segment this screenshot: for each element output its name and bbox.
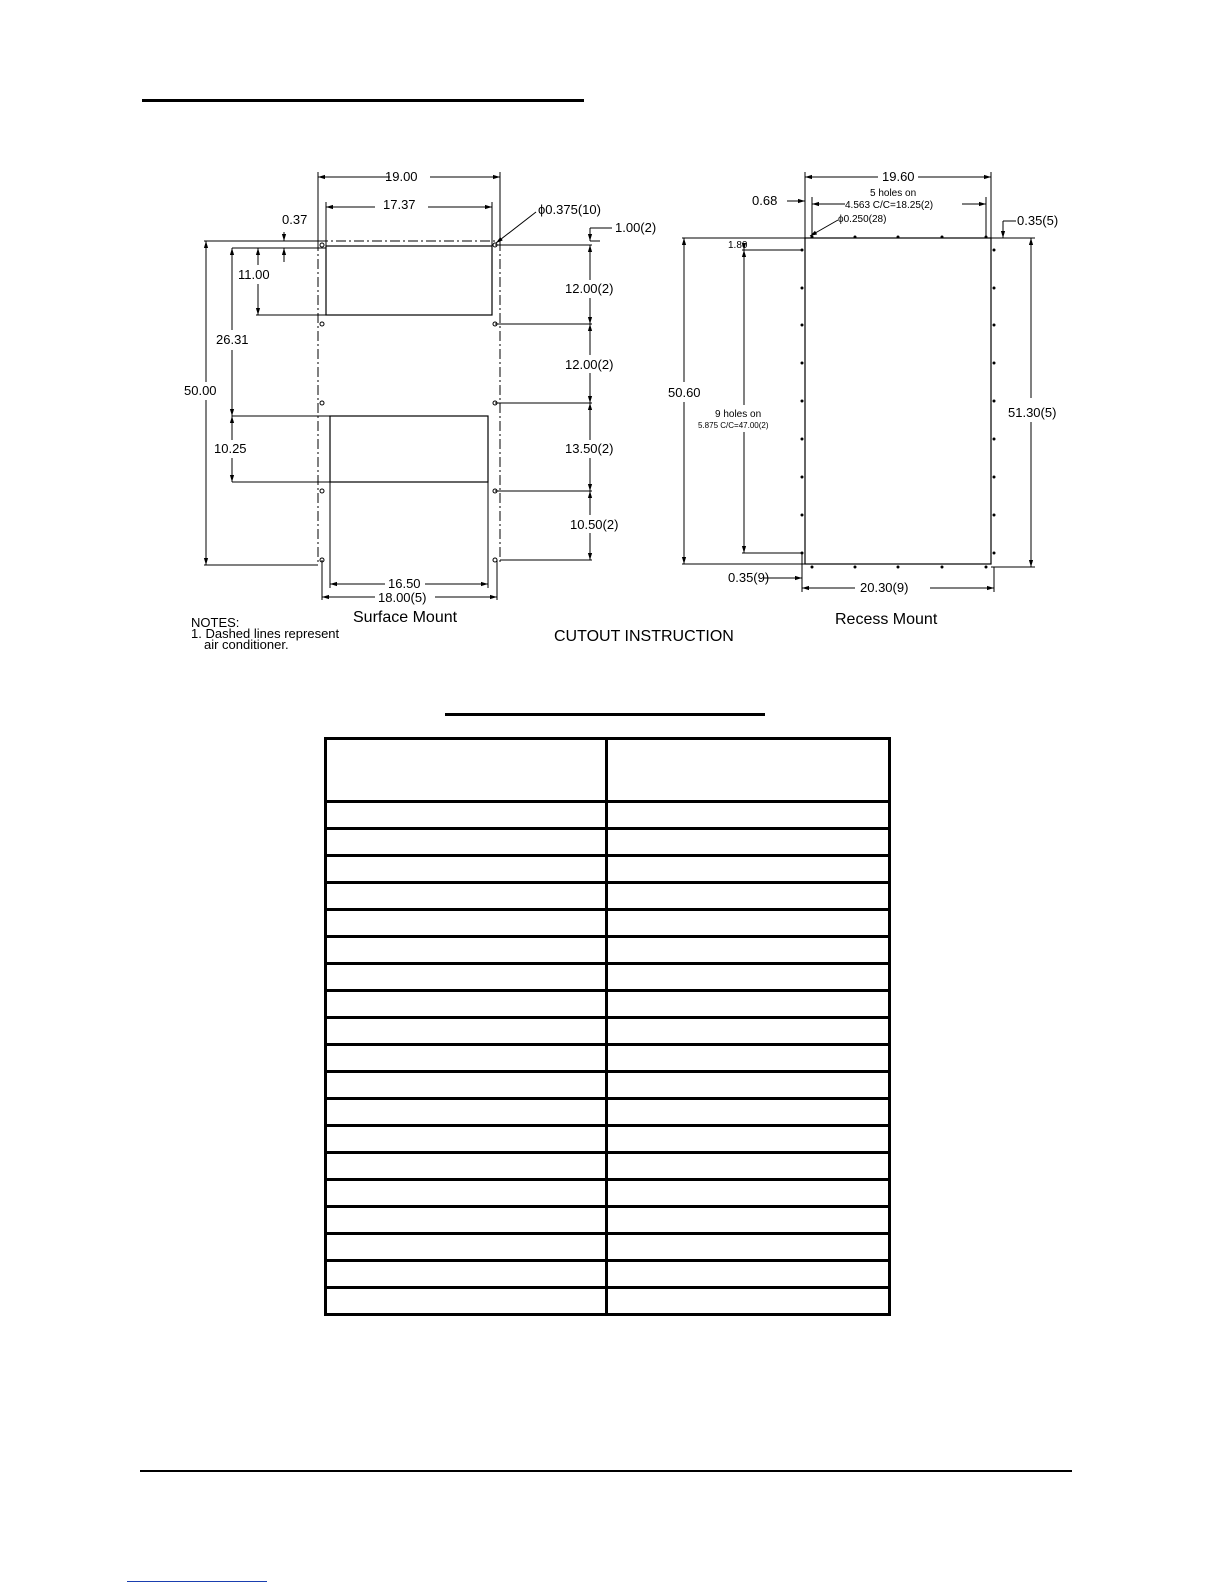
side-holes-line-1: 9 holes on	[715, 409, 762, 420]
table-cell	[326, 883, 607, 910]
dim-26-31: 26.31	[216, 332, 249, 347]
table-cell	[326, 1018, 607, 1045]
dim-50-00: 50.00	[184, 383, 217, 398]
table-row	[326, 1126, 890, 1153]
top-holes-line-1: 5 holes on	[870, 188, 917, 199]
table-row	[326, 1288, 890, 1315]
table-cell	[326, 1207, 607, 1234]
notes-title: NOTES:	[191, 615, 240, 630]
dim-16-50: 16.50	[388, 576, 421, 591]
table-cell	[326, 1153, 607, 1180]
table-row	[326, 937, 890, 964]
table-cell	[607, 1153, 890, 1180]
table-cell	[326, 1234, 607, 1261]
dim-hole-0250: ϕ0.250(28)	[838, 214, 887, 225]
table-cell	[326, 1288, 607, 1315]
footer-rule	[140, 1470, 1072, 1472]
table-cell	[607, 910, 890, 937]
dim-50-60: 50.60	[668, 385, 701, 400]
table-row	[326, 802, 890, 829]
table-cell	[326, 910, 607, 937]
table-row	[326, 1045, 890, 1072]
table-header-cell	[326, 739, 607, 802]
surface-mount-holes	[320, 243, 497, 562]
table-cell	[607, 883, 890, 910]
table-row	[326, 1261, 890, 1288]
table-cell	[607, 802, 890, 829]
table-row	[326, 1180, 890, 1207]
dim-0-37: 0.37	[282, 212, 308, 227]
table-cell	[607, 856, 890, 883]
table-cell	[607, 1207, 890, 1234]
table-row	[326, 1207, 890, 1234]
table-row	[326, 1153, 890, 1180]
table-cell	[326, 1126, 607, 1153]
figure-caption: CUTOUT INSTRUCTION	[554, 628, 734, 645]
spec-table	[324, 737, 891, 1316]
dim-1-80: 1.80	[728, 240, 748, 251]
surface-mount-label: Surface Mount	[353, 609, 458, 626]
dim-51-30: 51.30(5)	[1008, 405, 1057, 420]
table-row	[326, 1099, 890, 1126]
dim-11-00: 11.00	[238, 267, 270, 282]
dim-17-37: 17.37	[383, 197, 416, 212]
notes-line-2: air conditioner.	[204, 637, 289, 652]
recess-mount-drawing	[668, 169, 1058, 628]
dim-19-00: 19.00	[385, 169, 418, 184]
table-cell	[607, 1072, 890, 1099]
table-cell	[326, 856, 607, 883]
cutout-drawing	[0, 0, 1224, 680]
table-cell	[326, 802, 607, 829]
table-header-row	[326, 739, 890, 802]
dim-0-68: 0.68	[752, 193, 778, 208]
notes	[191, 615, 340, 652]
footer-link-underline[interactable]	[127, 1581, 267, 1582]
table-cell	[326, 1072, 607, 1099]
table-cell	[607, 937, 890, 964]
table-row	[326, 964, 890, 991]
dim-0-35-bottom: 0.35(9)	[728, 570, 770, 585]
table-cell	[607, 1288, 890, 1315]
table-row	[326, 883, 890, 910]
dim-18-00: 18.00(5)	[378, 590, 427, 605]
side-holes-line-2: 5.875 C/C=47.00(2)	[698, 421, 769, 430]
table-cell	[326, 964, 607, 991]
dim-0-35-top: 0.35(5)	[1017, 213, 1059, 228]
table-row	[326, 991, 890, 1018]
dim-10-25: 10.25	[214, 441, 247, 456]
surface-mount-drawing	[184, 169, 656, 626]
dim-12-00-b: 12.00(2)	[565, 357, 614, 372]
dim-hole-0375: ϕ0.375(10)	[538, 202, 601, 217]
table-cell	[326, 991, 607, 1018]
top-holes-line-2: 4.563 C/C=18.25(2)	[845, 200, 934, 211]
notes-line-1: 1. Dashed lines represent	[191, 626, 340, 641]
table-cell	[607, 991, 890, 1018]
table-cell	[607, 1234, 890, 1261]
table-cell	[326, 937, 607, 964]
table-cell	[326, 1180, 607, 1207]
table-row	[326, 1072, 890, 1099]
table-cell	[607, 829, 890, 856]
table-cell	[326, 1045, 607, 1072]
heading-underline-table	[445, 713, 765, 716]
table-cell	[326, 1261, 607, 1288]
recess-mount-holes	[801, 236, 996, 569]
table-row	[326, 910, 890, 937]
table-row	[326, 1018, 890, 1045]
table-cell	[326, 829, 607, 856]
table-cell	[607, 1261, 890, 1288]
dim-10-50: 10.50(2)	[570, 517, 619, 532]
table-cell	[607, 1180, 890, 1207]
table-row	[326, 856, 890, 883]
recess-mount-label: Recess Mount	[835, 611, 938, 628]
dim-20-30: 20.30(9)	[860, 580, 909, 595]
dim-13-50: 13.50(2)	[565, 441, 614, 456]
table-row	[326, 1234, 890, 1261]
table-cell	[607, 1018, 890, 1045]
table-cell	[607, 1099, 890, 1126]
dim-12-00-a: 12.00(2)	[565, 281, 614, 296]
table-cell	[607, 1045, 890, 1072]
table-header-cell	[607, 739, 890, 802]
table-cell	[607, 1126, 890, 1153]
dim-19-60: 19.60	[882, 169, 915, 184]
table-row	[326, 829, 890, 856]
dim-1-00: 1.00(2)	[615, 220, 657, 235]
table-cell	[607, 964, 890, 991]
table-cell	[326, 1099, 607, 1126]
